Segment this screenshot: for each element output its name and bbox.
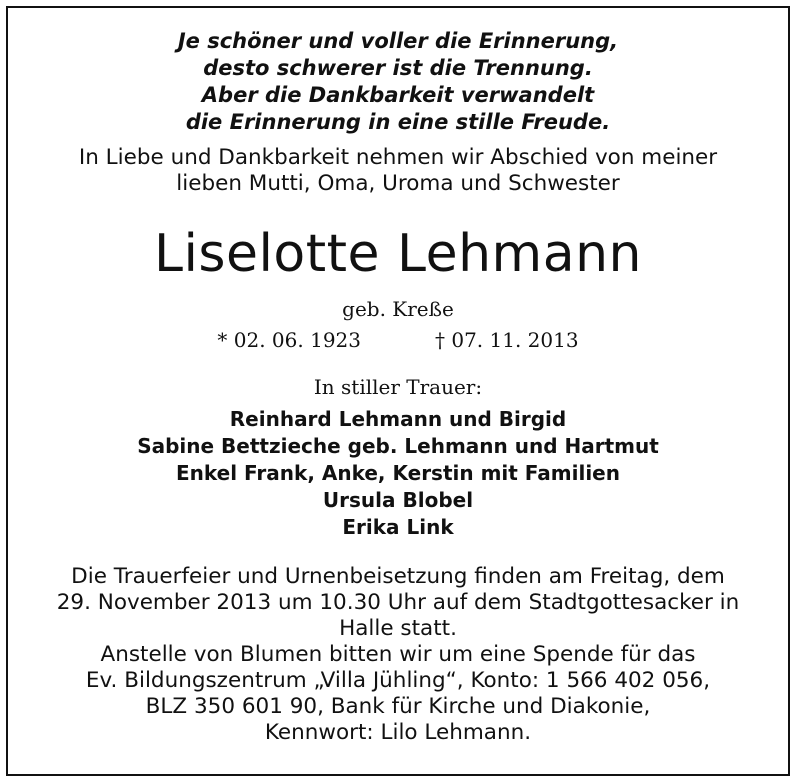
intro-line: In Liebe und Dankbarkeit nehmen wir Abschied von meiner	[78, 145, 718, 170]
closing-line: BLZ 350 601 90, Bank für Kirche und Diakonie,	[145, 694, 651, 719]
mourner-line: Ursula Blobel	[322, 488, 474, 512]
obituary-notice	[6, 6, 790, 776]
birth-date: * 02. 06. 1923	[217, 328, 361, 352]
closing-line: 29. November 2013 um 10.30 Uhr auf dem Stadtgottesacker in	[56, 590, 740, 615]
maiden-name: geb. Kreße	[342, 297, 454, 321]
deceased-name: Liselotte Lehmann	[153, 224, 642, 284]
closing-line: Kennwort: Lilo Lehmann.	[264, 720, 532, 745]
death-date: † 07. 11. 2013	[435, 328, 579, 352]
mourner-line: Enkel Frank, Anke, Kerstin mit Familien	[175, 461, 620, 485]
closing-line: Ev. Bildungszentrum „Villa Jühling“, Konto: 1 566 402 056,	[85, 668, 711, 693]
intro-line: lieben Mutti, Oma, Uroma und Schwester	[176, 171, 620, 196]
poem-line: desto schwerer ist die Trennung.	[203, 56, 593, 80]
mourning-label: In stiller Trauer:	[313, 375, 483, 399]
closing-line: Halle statt.	[339, 616, 457, 641]
mourner-line: Reinhard Lehmann und Birgid	[229, 407, 567, 431]
closing-line: Anstelle von Blumen bitten wir um eine Spende für das	[100, 642, 696, 667]
poem-line: Aber die Dankbarkeit verwandelt	[201, 83, 595, 107]
mourner-line: Sabine Bettzieche geb. Lehmann und Hartmut	[137, 434, 659, 458]
life-dates	[8, 327, 788, 353]
closing-line: Die Trauerfeier und Urnenbeisetzung finden am Freitag, dem	[71, 564, 725, 589]
mourner-line: Erika Link	[342, 515, 454, 539]
poem-line: Je schöner und voller die Erinnerung,	[177, 29, 619, 53]
poem-line: die Erinnerung in eine stille Freude.	[185, 110, 611, 134]
